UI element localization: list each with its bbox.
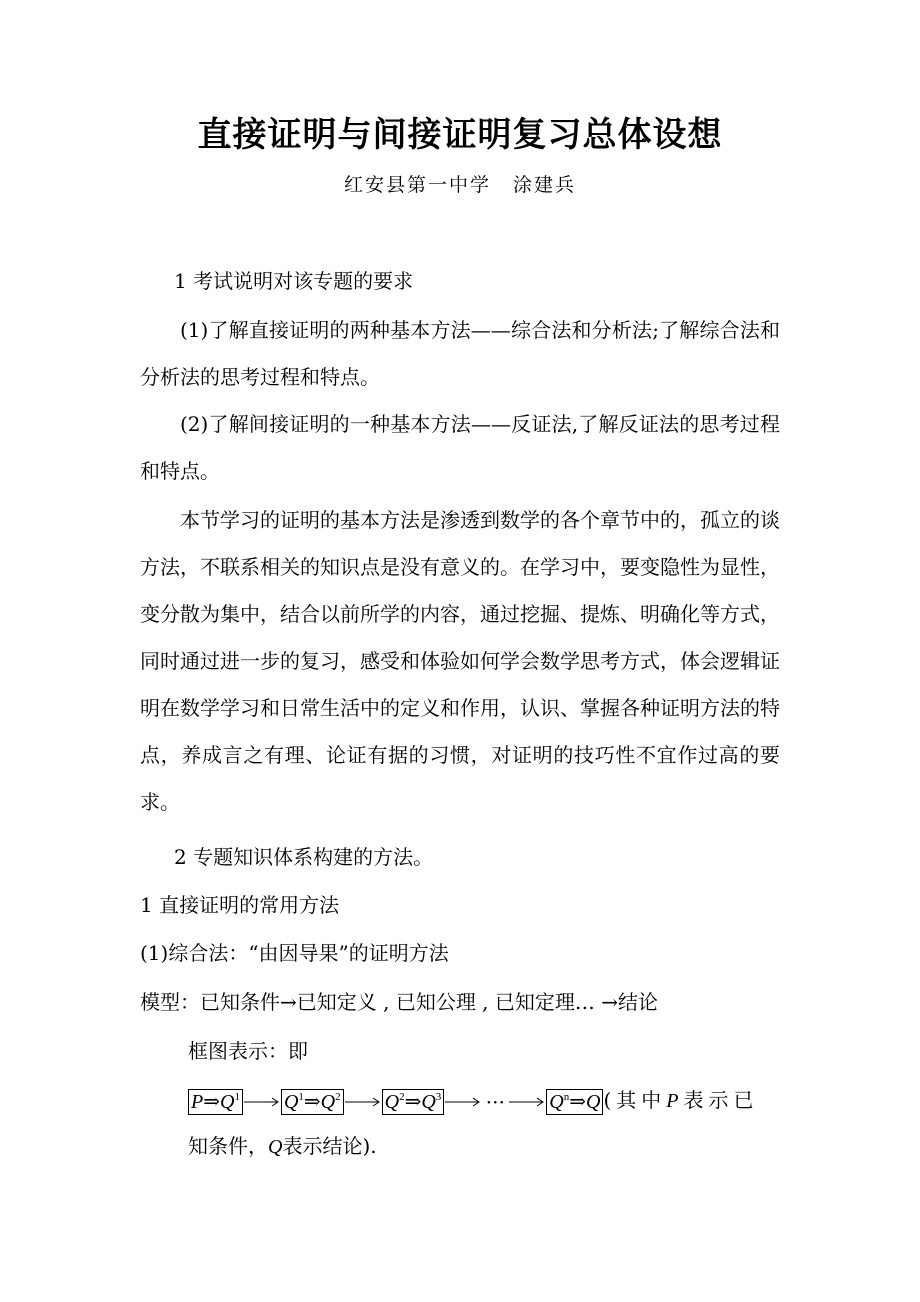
- flow-diagram: [188, 1082, 758, 1118]
- requirement-1: (1)了解直接证明的两种基本方法——综合法和分析法;了解综合法和分析法的思考过程和特点。: [140, 318, 780, 389]
- flow-box-3: $Q^2\Rightarrow Q^3$: [382, 1089, 445, 1115]
- arrow-icon: [444, 1096, 482, 1108]
- requirement-2: (2)了解间接证明的一种基本方法——反证法,了解反证法的思考过程和特点。: [140, 412, 780, 483]
- byline: [0, 170, 920, 200]
- flow-box-2: $Q^1\Rightarrow Q^2$: [281, 1089, 344, 1115]
- school-name: 红安县第一中学: [343, 174, 491, 196]
- diagram-label: 框图表示：即: [188, 1039, 308, 1063]
- section-2-heading: 2 专题知识体系构建的方法。: [174, 845, 434, 869]
- synthesis-method-heading: (1)综合法：“由因导果”的证明方法: [140, 941, 449, 965]
- arrow-icon: [344, 1096, 382, 1108]
- model-line: 模型：已知条件→已知定义 , 已知公理 , 已知定理… →结论: [140, 990, 659, 1014]
- arrow-icon: [243, 1096, 281, 1108]
- document-title: 直接证明与间接证明复习总体设想: [197, 115, 723, 155]
- flow-note-continued: 知条件，Q表示结论).: [188, 1134, 377, 1158]
- flow-ellipsis: ···: [485, 1089, 505, 1114]
- flow-box-n: $Q^n\Rightarrow Q$: [546, 1089, 603, 1115]
- flow-box-1: $P\Rightarrow Q^1$: [188, 1089, 243, 1115]
- section-1-heading: 1 考试说明对该专题的要求: [174, 269, 414, 293]
- author-name: 涂建兵: [513, 174, 577, 196]
- subsection-direct-proof-heading: 1 直接证明的常用方法: [140, 893, 340, 917]
- flow-note: (其中P表示已: [603, 1088, 759, 1112]
- intro-paragraph: 本节学习的证明的基本方法是渗透到数学的各个章节中的，孤立的谈方法，不联系相关的知识点是没有意义的。在学习中，要变隐性为显性，变分散为集中，结合以前所学的内容，通过挖掘、提炼、明确化等方式，同时通过进一步的复习，感受和体验如何学会数学思考方式，体会逻辑证明在数学学习和日常生活中的定义和作用，认识、掌握各种证明方法的特点，养成言之有理、论证有据的习惯，对证明的技巧性不宜作过高的要求。: [140, 508, 780, 814]
- arrow-icon: [508, 1096, 546, 1108]
